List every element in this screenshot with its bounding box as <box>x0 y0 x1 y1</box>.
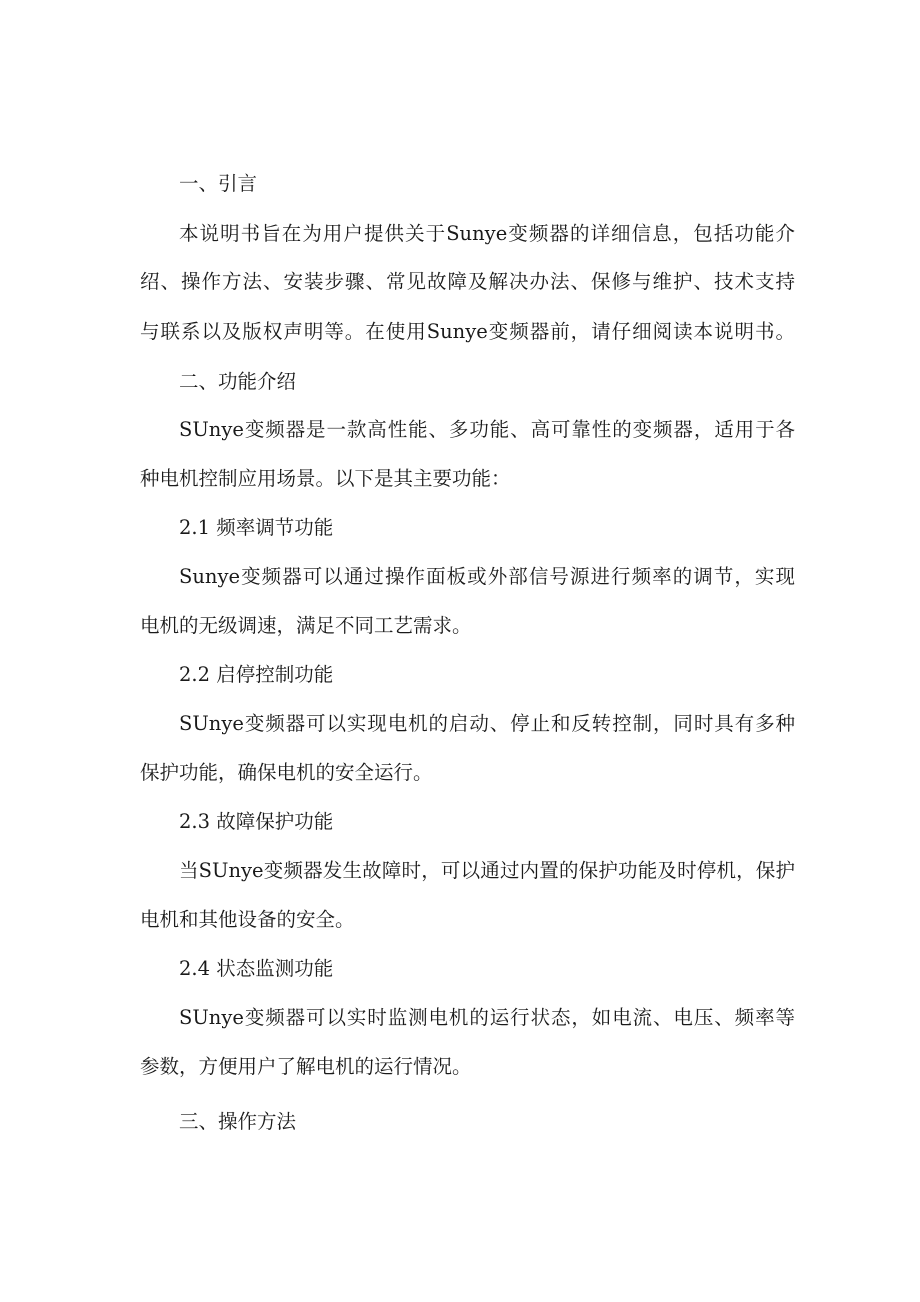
paragraph-line: 绍、操作方法、安装步骤、常见故障及解决办法、保修与维护、技术支持 <box>140 270 795 293</box>
paragraph-line: SUnye变频器可以实时监测电机的运行状态，如电流、电压、频率等 <box>179 1006 795 1029</box>
paragraph-line: 种电机控制应用场景。以下是其主要功能： <box>140 467 511 490</box>
subsection-heading-frequency: 2.1 频率调节功能 <box>179 516 334 539</box>
paragraph-line: 电机的无级调速，满足不同工艺需求。 <box>140 614 472 637</box>
section-heading-functions: 二、功能介绍 <box>179 370 297 393</box>
paragraph-line: 与联系以及版权声明等。在使用Sunye变频器前，请仔细阅读本说明书。 <box>140 320 795 343</box>
paragraph-line: 电机和其他设备的安全。 <box>140 908 355 931</box>
section-heading-operation: 三、操作方法 <box>179 1110 297 1133</box>
subsection-heading-status-monitoring: 2.4 状态监测功能 <box>179 957 334 980</box>
paragraph-line: Sunye变频器可以通过操作面板或外部信号源进行频率的调节，实现 <box>179 565 795 588</box>
paragraph-line: SUnye变频器可以实现电机的启动、停止和反转控制，同时具有多种 <box>179 712 795 735</box>
paragraph-line: 参数，方便用户了解电机的运行情况。 <box>140 1055 472 1078</box>
subsection-heading-fault-protection: 2.3 故障保护功能 <box>179 810 334 833</box>
section-heading-introduction: 一、引言 <box>179 172 258 195</box>
paragraph-line: SUnye变频器是一款高性能、多功能、高可靠性的变频器，适用于各 <box>179 418 795 441</box>
paragraph-line: 保护功能，确保电机的安全运行。 <box>140 761 433 784</box>
subsection-heading-start-stop: 2.2 启停控制功能 <box>179 663 334 686</box>
paragraph-line: 当SUnye变频器发生故障时，可以通过内置的保护功能及时停机，保护 <box>179 859 795 882</box>
paragraph-line: 本说明书旨在为用户提供关于Sunye变频器的详细信息，包括功能介 <box>179 222 795 245</box>
